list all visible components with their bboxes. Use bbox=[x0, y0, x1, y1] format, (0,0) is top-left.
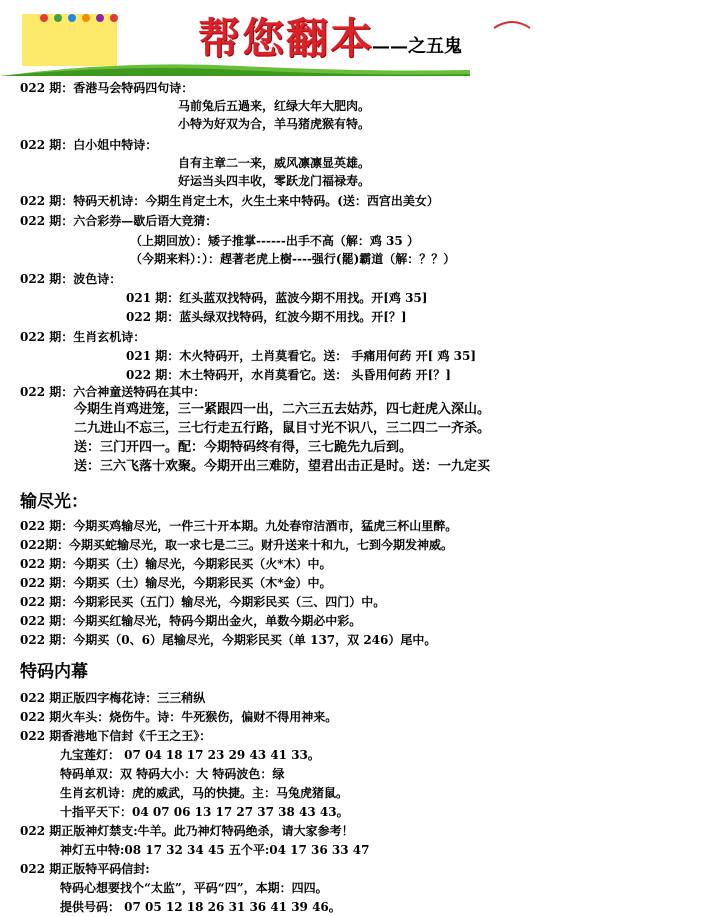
red-arc-icon bbox=[492, 18, 532, 30]
text-line: 九宝莲灯： 07 04 18 17 23 29 43 41 33。 bbox=[60, 748, 320, 762]
text-line: 送：三门开四一。配：今期特码终有得，三七跪先九后到。 bbox=[74, 440, 413, 455]
text-line: 022 期：香港马会特码四句诗： bbox=[20, 81, 194, 95]
text-line: 022 期：波色诗： bbox=[20, 272, 122, 286]
text-line: 022 期：蓝头绿双找特码，红波今期不用找。开[？] bbox=[126, 310, 407, 324]
section-heading: 特码内幕 bbox=[20, 662, 88, 682]
text-line: （上期回放）：矮子推掌------出手不高（解：鸡 35 ） bbox=[130, 234, 419, 248]
page-subtitle: ——之五鬼 bbox=[372, 36, 462, 57]
text-line: 特码心想要找个“太监”，平码“四”，本期：四四。 bbox=[60, 881, 328, 895]
text-line: 022 期正版四字梅花诗：三三稍纵 bbox=[20, 691, 206, 705]
text-line: 送：三六飞落十欢聚。今期开出三难防，望君出击正是时。送：一九定买 bbox=[74, 459, 491, 474]
text-line: 神灯五中特:08 17 32 34 45 五个平:04 17 36 33 47 bbox=[60, 843, 370, 857]
text-line: 022 期：木土特码开，水肖莫看它。送： 头昏用何药 开[？] bbox=[126, 368, 451, 382]
text-line: 自有主章二一来，威风凛凛显英雄。 bbox=[178, 156, 371, 170]
text-line: 022期：今期买蛇输尽光，取一求七是二三。财升送来十和九，七到今期发神威。 bbox=[20, 538, 454, 552]
text-line: 022 期：今期买（0、6）尾输尽光，今期彩民买（单 137，双 246）尾中。 bbox=[20, 633, 437, 647]
text-line: 022 期：生肖玄机诗： bbox=[20, 330, 146, 344]
text-line: 022 期：今期买（土）输尽光，今期彩民买（木*金）中。 bbox=[20, 576, 332, 590]
text-line: 022 期正版特平码信封: bbox=[20, 862, 150, 876]
text-line: 022 期：六合神童送特码在其中： bbox=[20, 385, 206, 399]
text-line: 小特为好双为合，羊马猪虎猴有特。 bbox=[178, 117, 371, 131]
text-line: （今期来料）：）：趕著老虎上樹----强行(罷)霸道（解：？？） bbox=[130, 252, 456, 266]
text-line: 022 期：今期买（土）输尽光，今期彩民买（火*木）中。 bbox=[20, 557, 332, 571]
text-line: 马前兔后五過来，红绿大年大肥肉。 bbox=[178, 99, 371, 113]
text-line: 021 期：木火特码开，土肖莫看它。送： 手痛用何药 开[ 鸡 35] bbox=[126, 349, 476, 363]
header bbox=[0, 0, 720, 80]
text-line: 022 期：六合彩券—歇后语大竞猜： bbox=[20, 214, 218, 228]
text-line: 二九进山不忘三，三七行走五行路，鼠目寸光不识八，三二四二一齐杀。 bbox=[74, 421, 491, 436]
text-line: 今期生肖鸡进笼，三一紧跟四一出，二六三五去姑苏，四七赶虎入深山。 bbox=[74, 402, 491, 417]
text-line: 提供号码： 07 05 12 18 26 31 36 41 39 46。 bbox=[60, 900, 341, 914]
text-line: 022 期火车头：烧伤牛。诗：牛死猴伤，偏财不得用神来。 bbox=[20, 710, 338, 724]
text-line: 生肖玄机诗：虎的威武，马的快捷。主：马兔虎猪鼠。 bbox=[60, 786, 349, 800]
text-line: 022 期：特码天机诗：今期生肖定土木，火生土来中特码。(送：西宫出美女） bbox=[20, 194, 439, 208]
text-line: 022 期：白小姐中特诗： bbox=[20, 138, 158, 152]
text-line: 022 期正版神灯禁支:牛羊。此乃神灯特码绝杀，请大家参考！ bbox=[20, 824, 354, 838]
text-line: 十指平天下：04 07 06 13 17 27 37 38 43 43。 bbox=[60, 805, 349, 819]
page-title: 帮您翻本 bbox=[198, 14, 375, 63]
text-line: 022 期香港地下信封《千王之王》： bbox=[20, 729, 212, 743]
text-line: 好运当头四丰收，零跃龙门福禄寿。 bbox=[178, 174, 371, 188]
text-line: 022 期：今期买红输尽光，特码今期出金火，单数今期必中彩。 bbox=[20, 614, 362, 628]
section-heading: 输尽光： bbox=[20, 492, 88, 512]
text-line: 022 期：今期买鸡输尽光，一件三十开本期。九处春帘洁酒市，猛虎三杯山里醉。 bbox=[20, 519, 458, 533]
text-line: 021 期：红头蓝双找特码，蓝波今期不用找。开[鸡 35] bbox=[126, 291, 428, 305]
color-dots-icon bbox=[40, 14, 118, 22]
text-line: 022 期：今期彩民买（五门）输尽光，今期彩民买（三、四门）中。 bbox=[20, 595, 386, 609]
text-line: 特码单双：双 特码大小：大 特码波色：绿 bbox=[60, 767, 285, 781]
